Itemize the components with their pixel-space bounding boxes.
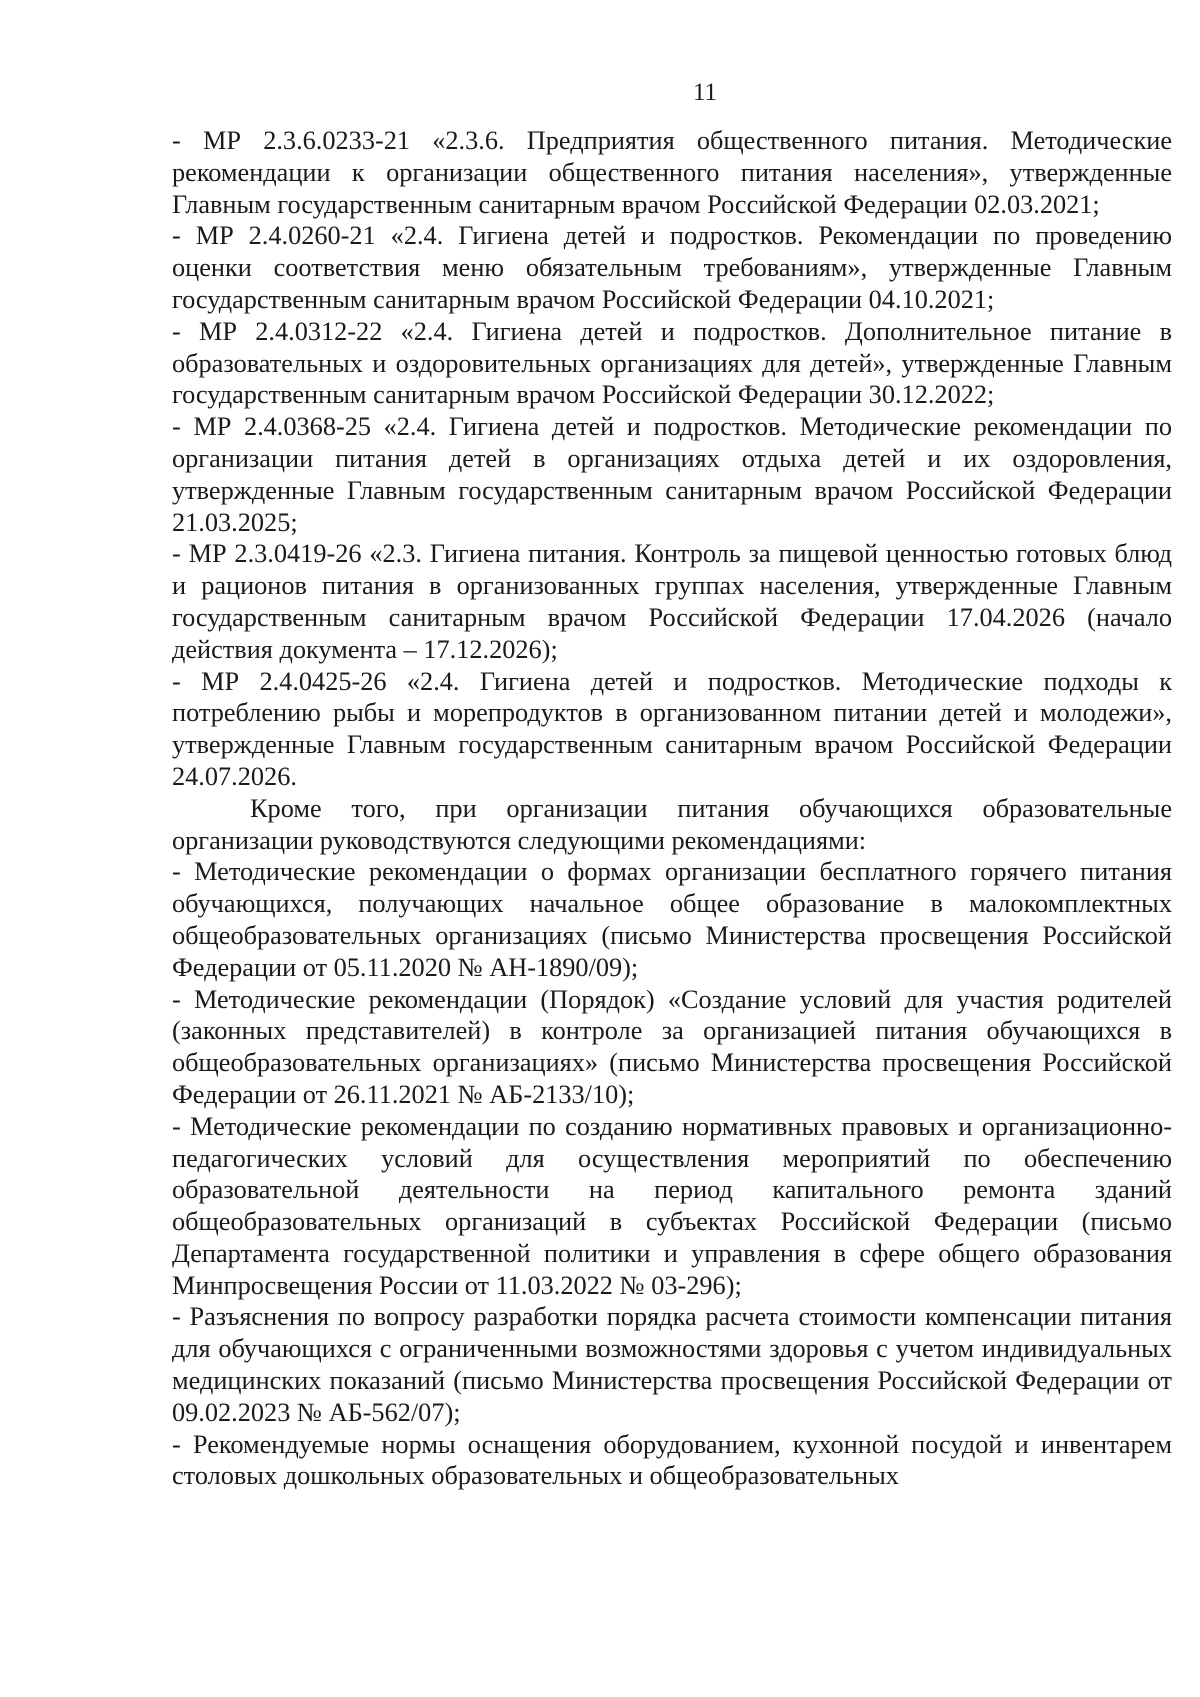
list-item-mr-2-4-0368-25: - МР 2.4.0368-25 «2.4. Гигиена детей и подростков. Методические рекомендации по организации питания детей в организациях отдыха детей и их оздоровления, утвержденные Главным государственным санитарным врачом Российской Федерации 21.03.2025; <box>172 412 1172 537</box>
page-number: 11 <box>692 79 718 106</box>
intro-paragraph-recommendations: Кроме того, при организации питания обучающихся образовательные организации руководствуются следующими рекомендациями: <box>172 793 1172 855</box>
list-item-compensation-clarification: - Разъяснения по вопросу разработки порядка расчета стоимости компенсации питания для обучающихся с ограниченными возможностями здоровья с учетом индивидуальных медицинских показаний (письмо Министерства просвещения Российской Федерации от 09.02.2023 № АБ-562/07); <box>172 1302 1172 1427</box>
list-item-mr-2-3-6-0233-21: - МР 2.3.6.0233-21 «2.3.6. Предприятия общественного питания. Методические рекомендации к организации общественного питания населения», утвержденные Главным государственным санитарным врачом Российской Федерации 02.03.2021; <box>172 126 1172 219</box>
list-item-capital-repair-conditions: - Методические рекомендации по созданию нормативных правовых и организационно-педагогических условий для осуществления мероприятий по обеспечению образовательной деятельности на период капитального ремонта зданий общеобразовательных организаций в субъектах Российской Федерации (письмо Департамента государственной политики и управления в сфере общего образования Минпросвещения России от 11.03.2022 № 03-296); <box>172 1111 1172 1300</box>
list-item-hot-meals-small-schools: - Методические рекомендации о формах организации бесплатного горячего питания обучающихся, получающих начальное общее образование в малокомплектных общеобразовательных организациях (письмо Министерства просвещения Российской Федерации от 05.11.2020 № АН-1890/09); <box>172 857 1172 982</box>
list-item-mr-2-4-0312-22: - МР 2.4.0312-22 «2.4. Гигиена детей и подростков. Дополнительное питание в образовательных и оздоровительных организациях для детей», утвержденные Главным государственным санитарным врачом Российской Федерации 30.12.2022; <box>172 316 1172 410</box>
list-item-parents-control-procedure: - Методические рекомендации (Порядок) «Создание условий для участия родителей (законных представителей) в контроле за организацией питания обучающихся в общеобразовательных организациях» (письмо Министерства просвещения Российской Федерации от 26.11.2021 № АБ-2133/10); <box>172 984 1172 1109</box>
list-item-equipment-norms: - Рекомендуемые нормы оснащения оборудованием, кухонной посудой и инвентарем столовых дошкольных образовательных и общеобразовательных <box>172 1429 1172 1491</box>
list-item-mr-2-4-0425-26: - МР 2.4.0425-26 «2.4. Гигиена детей и подростков. Методические подходы к потреблению рыбы и морепродуктов в организованном питании детей и молодежи», утвержденные Главным государственным санитарным врачом Российской Федерации 24.07.2026. <box>172 666 1172 791</box>
list-item-mr-2-3-0419-26: - МР 2.3.0419-26 «2.3. Гигиена питания. Контроль за пищевой ценностью готовых блюд и рационов питания в организованных группах населения, утвержденные Главным государственным санитарным врачом Российской Федерации 17.04.2026 (начало действия документа – 17.12.2026); <box>172 539 1172 664</box>
list-item-mr-2-4-0260-21: - МР 2.4.0260-21 «2.4. Гигиена детей и подростков. Рекомендации по проведению оценки соответствия меню обязательным требованиям», утвержденные Главным государственным санитарным врачом Российской Федерации 04.10.2021; <box>172 221 1172 314</box>
document-body <box>172 125 1172 1492</box>
